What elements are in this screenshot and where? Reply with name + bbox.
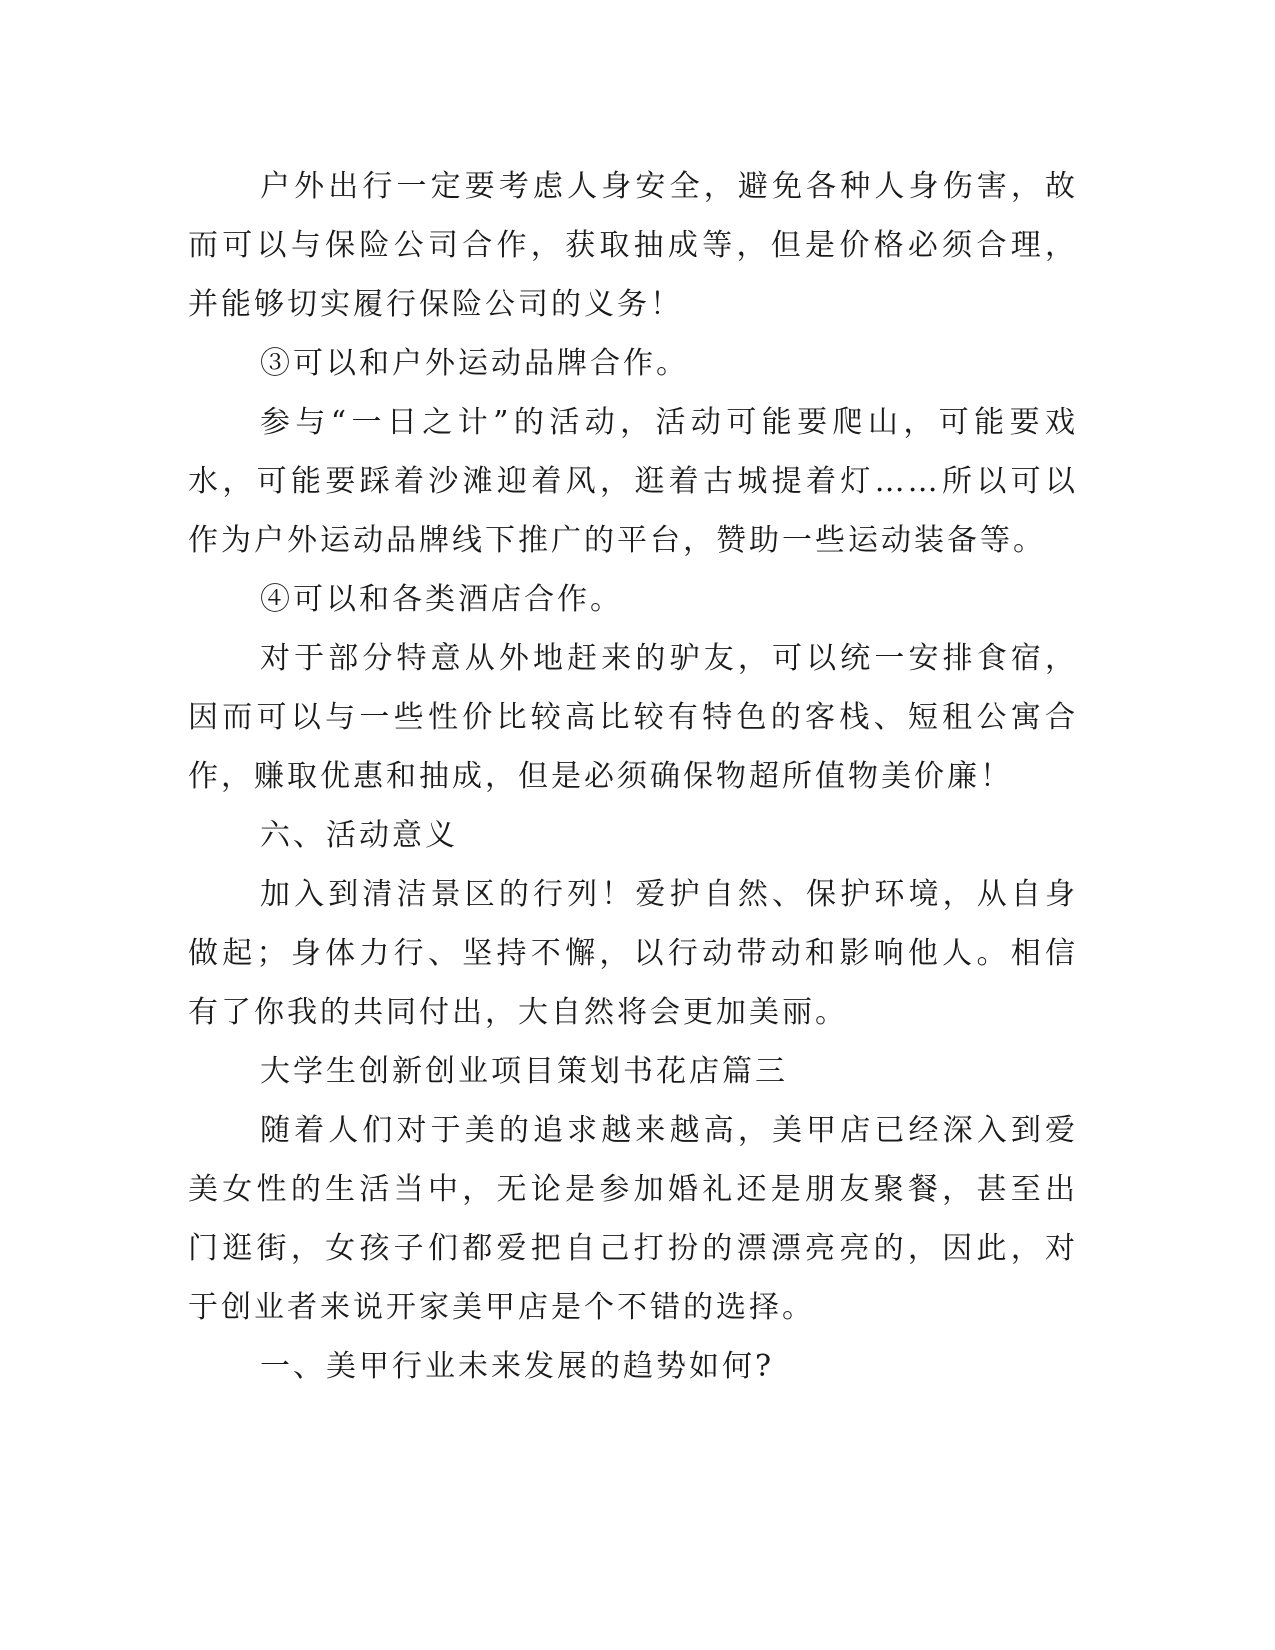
section-heading-nail-industry-trend: 一、美甲行业未来发展的趋势如何? xyxy=(260,1349,775,1384)
paragraph-hotel-details: 对于部分特意从外地赶来的驴友，可以统一安排食宿，因而可以与一些性价比较高比较有特色的客栈、短租公寓合作，赚取优惠和抽成，但是必须确保物超所值物美价廉！ xyxy=(188,641,1078,794)
item-outdoor-brand-cooperation: ③可以和户外运动品牌合作。 xyxy=(260,346,689,381)
paragraph-activity-significance: 加入到清洁景区的行列！爱护自然、保护环境，从自身做起；身体力行、坚持不懈，以行动带动和影响他人。相信有了你我的共同付出，大自然将会更加美丽。 xyxy=(188,877,1078,1030)
paragraph-insurance-cooperation: 户外出行一定要考虑人身安全，避免各种人身伤害，故而可以与保险公司合作，获取抽成等，但是价格必须合理，并能够切实履行保险公司的义务！ xyxy=(188,169,1078,322)
document-body xyxy=(188,157,1078,1396)
paragraph-outdoor-brand-details: 参与“一日之计”的活动，活动可能要爬山，可能要戏水，可能要踩着沙滩迎着风，逛着古城提着灯……所以可以作为户外运动品牌线下推广的平台，赞助一些运动装备等。 xyxy=(188,405,1078,558)
paragraph-nail-salon-intro: 随着人们对于美的追求越来越高，美甲店已经深入到爱美女性的生活当中，无论是参加婚礼还是朋友聚餐，甚至出门逛街，女孩子们都爱把自己打扮的漂漂亮亮的，因此，对于创业者来说开家美甲店是个不错的选择。 xyxy=(188,1113,1078,1325)
item-hotel-cooperation: ④可以和各类酒店合作。 xyxy=(260,582,623,617)
section-heading-activity-significance: 六、活动意义 xyxy=(260,818,458,853)
chapter-title-flower-shop: 大学生创新创业项目策划书花店篇三 xyxy=(260,1054,788,1089)
